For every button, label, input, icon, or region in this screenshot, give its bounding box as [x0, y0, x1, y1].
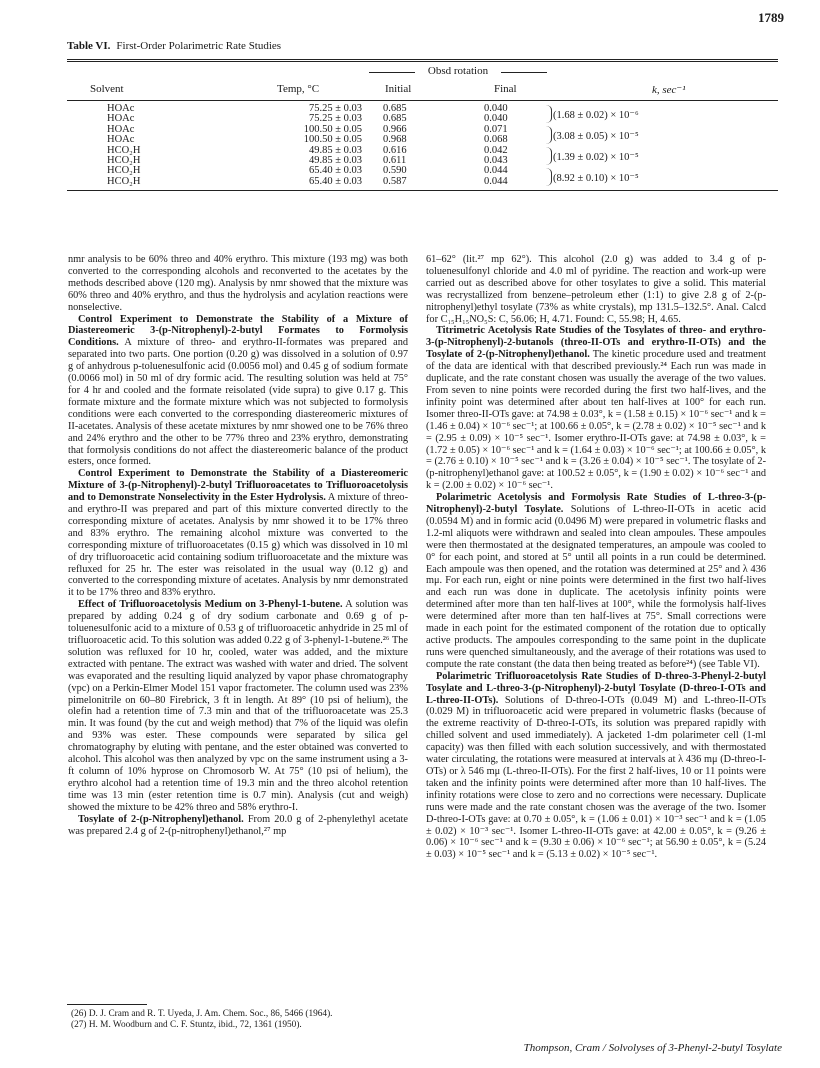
paragraph: [68, 599, 408, 813]
cell-temp: 65.40 ± 0.03: [308, 175, 362, 187]
paragraph-text: From 20.0 g of 2-phenylethyl acetate was prepared 2.4 g of 2-(p-nitrophenyl)ethanol,²⁷ mp: [68, 813, 408, 837]
table-label: Table VI.: [67, 40, 111, 52]
paragraph: [68, 814, 408, 838]
paragraph: [426, 671, 766, 862]
table-row: [67, 135, 778, 145]
paragraph: [68, 314, 408, 469]
paragraph: [426, 325, 766, 492]
paragraph-text: The kinetic procedure used and treatment of the data are identical with that described previously.²⁴ Each run was made in duplicate, and the rate constant chosen was usually the average of the two values. From seven to nine points were recorded during the first two half-lives, and the infinity point was determined after about ten half-lives at 100° for each run. Isomer threo-II-OTs gave: at 74.98 ± 0.03°, k = (1.58 ± 0.15) × 10⁻⁶ sec⁻¹ and k = (1.46 ± 0.04) × 10⁻⁶ sec⁻¹; at 100.66 ± 0.05°, k = (2.78 ± 0.02) × 10⁻⁵ sec⁻¹ and k = (2.95 ± 0.09) × 10⁻⁵ sec⁻¹. Isomer erythro-II-OTs gave: at 74.98 ± 0.03°, k = (1.72 ± 0.05) × 10⁻⁶ sec⁻¹ and k = (1.64 ± 0.03) × 10⁻⁶ sec⁻¹; at 100.66 ± 0.05°, k = (2.76 ± 0.10) × 10⁻⁵ sec⁻¹ and k = (3.26 ± 0.04) × 10⁻⁵ sec⁻¹. The tosylate of 2-(p-nitrophenyl)ethanol gave: at 100.52 ± 0.05°, k = (1.90 ± 0.02) × 10⁻⁶ sec⁻¹ and k = (2.00 ± 0.02) × 10⁻⁶ sec⁻¹.: [426, 349, 766, 492]
table-header: [67, 62, 778, 100]
brace-group-4: [545, 168, 552, 186]
section-heading: Tosylate of 2-(p-Nitrophenyl)ethanol.: [78, 813, 244, 825]
cell-initial: 0.616: [383, 144, 407, 156]
section-heading: Control Experiment to Demonstrate the Stability of a Diastereomeric Mixture of 3-(p-Nitrophenyl)-2-butyl Trifluoroacetates to Trifluoroacetolysis and to Demonstrate Nonselectivity in the Ester Hydrolysis.: [68, 468, 408, 504]
section-heading: Effect of Trifluoroacetolysis Medium on 3-Phenyl-1-butene.: [78, 599, 343, 611]
obsd-rotation-header: Obsd rotation: [365, 65, 551, 77]
k-value-group-1: (1.68 ± 0.02) × 10⁻⁶: [553, 110, 639, 121]
section-heading: Titrimetric Acetolysis Rate Studies of the Tosylates of threo- and erythro-3-(p-Nitrophenyl)-2-butanols (threo-II-OTs and erythro-II-OTs) and the Tosylate of 2-(p-Nitrophenyl)ethanol.: [426, 325, 766, 361]
running-footer: Thompson, Cram / Solvolyses of 3-Phenyl-2-butyl Tosylate: [523, 1042, 782, 1054]
header-solvent: Solvent: [90, 83, 124, 95]
header-k: k, sec⁻¹: [652, 84, 686, 96]
paragraph-text: nmr analysis to be 60% threo and 40% erythro. This mixture (193 mg) was both converted to the corresponding alcohols and reconverted to the acetates by the methods described above (120 mg). Analysis by nmr showed that the mixture was 60% threo and 40% erythro, and thus the hydrolysis and acylation reactions were nonselective.: [68, 254, 408, 313]
cell-initial: 0.685: [383, 113, 407, 125]
paragraph-text: 61–62° (lit.²⁷ mp 62°). This alcohol (2.0 g) was added to 3.4 g of p-toluenesulfonyl chloride and 4.0 ml of pyridine. The reaction and work-up were carried out as described above for other tosylates to give a solid. This material was recrystallized from benzene–petroleum ether (1:1) to give 2.8 g of 2-(p-nitrophenyl)ethyl tosylate (73% as white crystals), mp 131.5–132.5°. Anal. Calcd for C₁₅H₁₅NO₅S: C, 56.06; H, 4.71. Found: C, 55.98; H, 4.65.: [426, 254, 766, 325]
table-row: [67, 114, 778, 124]
paragraph-text: Solutions of L-threo-II-OTs in acetic acid (0.0594 M) and in formic acid (0.0496 M) were prepared in volumetric flasks and 1.2-ml aliquots were withdrawn and sealed into clean ampoules. These ampoules were then thermostated at the designated temperatures, an ampoule was cooled to 0° for each point, and stored at 5° until all points in a run could be determined. Each ampoule was then opened, and the rotation was determined at 25° and λ 436 mμ. For each run, eight or nine points were determined in the first two half-lives and each run was done in duplicate. The acetolysis infinity points were determined after more than ten half-lives at 100°, while the formolysis half-lives were determined after more than ten half-lives at 75°. Small corrections were made in each point for the estimated component of the rotation due to optically active products. The ampoules corresponding to the same point in the duplicate runs were quenched simultaneously, and the average of their rotations was used to compute the rate constant (the data then being treated as before²⁴) (see Table VI).: [426, 504, 767, 670]
table-row: [67, 125, 778, 135]
paragraph: [68, 254, 408, 314]
page-number: 1789: [758, 10, 784, 25]
cell-final: 0.043: [484, 154, 508, 166]
section-heading: Control Experiment to Demonstrate the Stability of a Mixture of Diastereomeric 3-(p-Nitrophenyl)-2-butyl Formates to Formolysis Conditions.: [68, 313, 408, 349]
cell-solvent: HCO₂H: [107, 154, 141, 166]
footnotes: [67, 1009, 407, 1031]
cell-temp: 49.85 ± 0.03: [308, 154, 362, 166]
cell-solvent: HCO₂H: [107, 175, 141, 187]
table-caption: [67, 40, 281, 52]
table-row: [67, 156, 778, 166]
k-value-group-2: (3.08 ± 0.05) × 10⁻⁵: [553, 131, 639, 142]
cell-temp: 65.40 ± 0.03: [308, 165, 362, 177]
cell-final: 0.042: [484, 144, 508, 156]
paragraph-text: A solution was prepared by adding 0.24 g of dry sodium carbonate and 0.69 g of p-toluenesulfonic acid to a mixture of 0.53 g of trifluoroacetic anhydride in 25 ml of trifluoroacetic acid. To this solution was added 0.22 g of 3-phenyl-1-butene.²⁶ The solution was refluxed for 10 hr, cooled, water was added, and the mixture extracted with pentane. The extract was washed with water and dried. The solvent was evaporated and the resulting liquid analyzed by vapor phase chromatography (vpc) on a Perkin-Elmer Model 151 vapor fractometer. The column used was 23% pimelonitrile on 60–80 Firebrick, 3 ft in length. At 89° (10 psi of helium), the olefin had a retention time of 7.3 min and that of the trifluoroacetate was 25.3 min. It was found (by the cut and weigh method) that 7% of the liquid was olefin and 93% was ester. These compounds were separated by silica gel chromatography by eluting with pentane, and the ester obtained was converted to alcohol. This alcohol was then analyzed by vpc on the same instrument using a 3-ft column of 10% hyprose on Chromosorb W. At 75° (10 psi of helium), the erythro alcohol had a retention time of 19.3 min and the threo alcohol retention time was 13 min (ester retention time is 0.7 min). Analysis (cut and weigh) showed the mixture to be 42% threo and 58% erythro-I.: [68, 599, 408, 813]
paragraph-text: A mixture of threo- and erythro-II was prepared and part of this mixture converted directly to the corresponding mixture of acetates. Analysis by nmr showed it to be 17% threo and 83% erythro. The remaining alcohol mixture was converted to the corresponding mixture of trifluoroacetates (0.15 g) which was dissolved in 10 ml of dry trifluoroacetic acid containing sodium trifluoroacetate and the mixture was refluxed for 25 hr. The ester was reisolated in the usual way (0.12 g) and converted to the corresponding mixture of acetates. Analysis by nmr demonstrated it to be 17% threo and 83% erythro.: [68, 492, 408, 599]
right-column: [426, 254, 766, 861]
table-row: [67, 166, 778, 176]
cell-initial: 0.590: [383, 165, 407, 177]
cell-solvent: HCO₂H: [107, 165, 141, 177]
cell-final: 0.044: [484, 175, 508, 187]
rate-table: [67, 59, 778, 191]
footnote-rule: [67, 1004, 147, 1005]
section-heading: Polarimetric Acetolysis and Formolysis Rate Studies of L-threo-3-(p-Nitrophenyl)-2-butyl Tosylate.: [426, 492, 766, 516]
table-row: [67, 104, 778, 114]
paragraph-text: A mixture of threo- and erythro-II-formates was prepared and separated into two parts. One portion (0.20 g) was dissolved in a solution of 0.97 g of anhydrous p-toluenesulfonic acid (0.0056 mol) and 0.45 g of sodium formate (0.0066 mol) in 50 ml of dry formic acid. The resulting solution was held at 75° for 4 hr and cooled and the formate reisolated (vide supra) to give 0.17 g. This formate mixture and the formate mixture which was not subjected to formolysis conditions were each converted to the corresponding diastereomeric mixtures of II-acetates. Analysis of these acetate mixtures by nmr showed one to be 76% threo and 24% erythro and the other to be 77% threo and 23% erythro, demonstrating that formolysis conditions do not affect the diastereomeric balance of the product esters, once formed.: [68, 337, 408, 468]
table-body: [67, 101, 778, 190]
cell-temp: 75.25 ± 0.03: [308, 103, 362, 114]
cell-final: 0.040: [484, 103, 508, 114]
paragraph: [68, 468, 408, 599]
header-initial: Initial: [385, 83, 412, 95]
cell-final: 0.044: [484, 165, 508, 177]
cell-final: 0.040: [484, 113, 508, 125]
cell-initial: 0.966: [383, 123, 407, 135]
cell-initial: 0.968: [383, 134, 407, 146]
table-bottom-rule: [67, 190, 778, 191]
cell-temp: 75.25 ± 0.03: [308, 113, 362, 125]
cell-solvent: HOAc: [107, 113, 135, 125]
left-column: [68, 254, 408, 837]
cell-solvent: HCO₂H: [107, 144, 141, 156]
cell-temp: 49.85 ± 0.03: [308, 144, 362, 156]
footnote: (26) D. J. Cram and R. T. Uyeda, J. Am. Chem. Soc., 86, 5466 (1964).: [71, 1009, 333, 1019]
cell-solvent: HOAc: [107, 123, 135, 135]
cell-temp: 100.50 ± 0.05: [303, 134, 362, 146]
cell-initial: 0.685: [383, 103, 407, 114]
paragraph-text: Solutions of D-threo-I-OTs (0.049 M) and L-threo-II-OTs (0.029 M) in trifluoroacetic acid were prepared in volumetric flasks (because of the extreme reactivity of D-threo-I-OTs, its solution was prepared rapidly with chilled solvent and used immediately). A jacketed 1-dm polarimeter cell (1-ml capacity) was then filled with each solution successively, and with thermostated water circulating, the rotations were measured at intervals at λ 436 mμ (D-threo-I-OTs) or λ 546 mμ (L-threo-II-OTs). For the first 2 half-lives, 10 or 11 points were taken and the infinity points were determined after more than 10 half-lives. The infinity rotations were close to zero and no corrections were necessary. Duplicate runs were made and the rate constant chosen was the average of the two. Isomer D-threo-I-OTs gave: at 0.70 ± 0.05°, k = (1.06 ± 0.01) × 10⁻³ sec⁻¹ and k = (1.05 ± 0.02) × 10⁻³ sec⁻¹. Isomer L-threo-II-OTs gave: at 42.00 ± 0.05°, k = (9.26 ± 0.06) × 10⁻⁶ sec⁻¹ and k = (9.30 ± 0.06) × 10⁻⁶ sec⁻¹; at 56.90 ± 0.05°, k = (5.24 ± 0.03) × 10⁻⁵ sec⁻¹ and k = (5.13 ± 0.02) × 10⁻⁵ sec⁻¹.: [426, 694, 766, 861]
cell-solvent: HOAc: [107, 134, 135, 146]
cell-solvent: HOAc: [107, 103, 135, 114]
header-final: Final: [494, 83, 517, 95]
footnote: (27) H. M. Woodburn and C. F. Stuntz, ibid., 72, 1361 (1950).: [71, 1020, 302, 1030]
cell-initial: 0.611: [383, 154, 407, 166]
paragraph: [426, 254, 766, 325]
k-value-group-4: (8.92 ± 0.10) × 10⁻⁵: [553, 173, 639, 184]
paragraph: [426, 492, 766, 671]
brace-group-2: [545, 126, 552, 144]
table-title: First-Order Polarimetric Rate Studies: [116, 40, 282, 52]
brace-group-1: [545, 105, 552, 123]
k-value-group-3: (1.39 ± 0.02) × 10⁻⁵: [553, 152, 639, 163]
header-temp: Temp, °C: [277, 83, 320, 95]
table-row: [67, 146, 778, 156]
cell-initial: 0.587: [383, 175, 407, 187]
cell-temp: 100.50 ± 0.05: [303, 123, 362, 135]
section-heading: Polarimetric Trifluoroacetolysis Rate Studies of D-threo-3-Phenyl-2-butyl Tosylate and L-threo-3-(p-Nitrophenyl)-2-butyl Tosylate (D-threo-I-OTs and L-threo-II-OTs).: [426, 670, 766, 706]
cell-final: 0.068: [484, 134, 508, 146]
brace-group-3: [545, 147, 552, 165]
cell-final: 0.071: [484, 123, 508, 135]
table-row: [67, 177, 778, 187]
